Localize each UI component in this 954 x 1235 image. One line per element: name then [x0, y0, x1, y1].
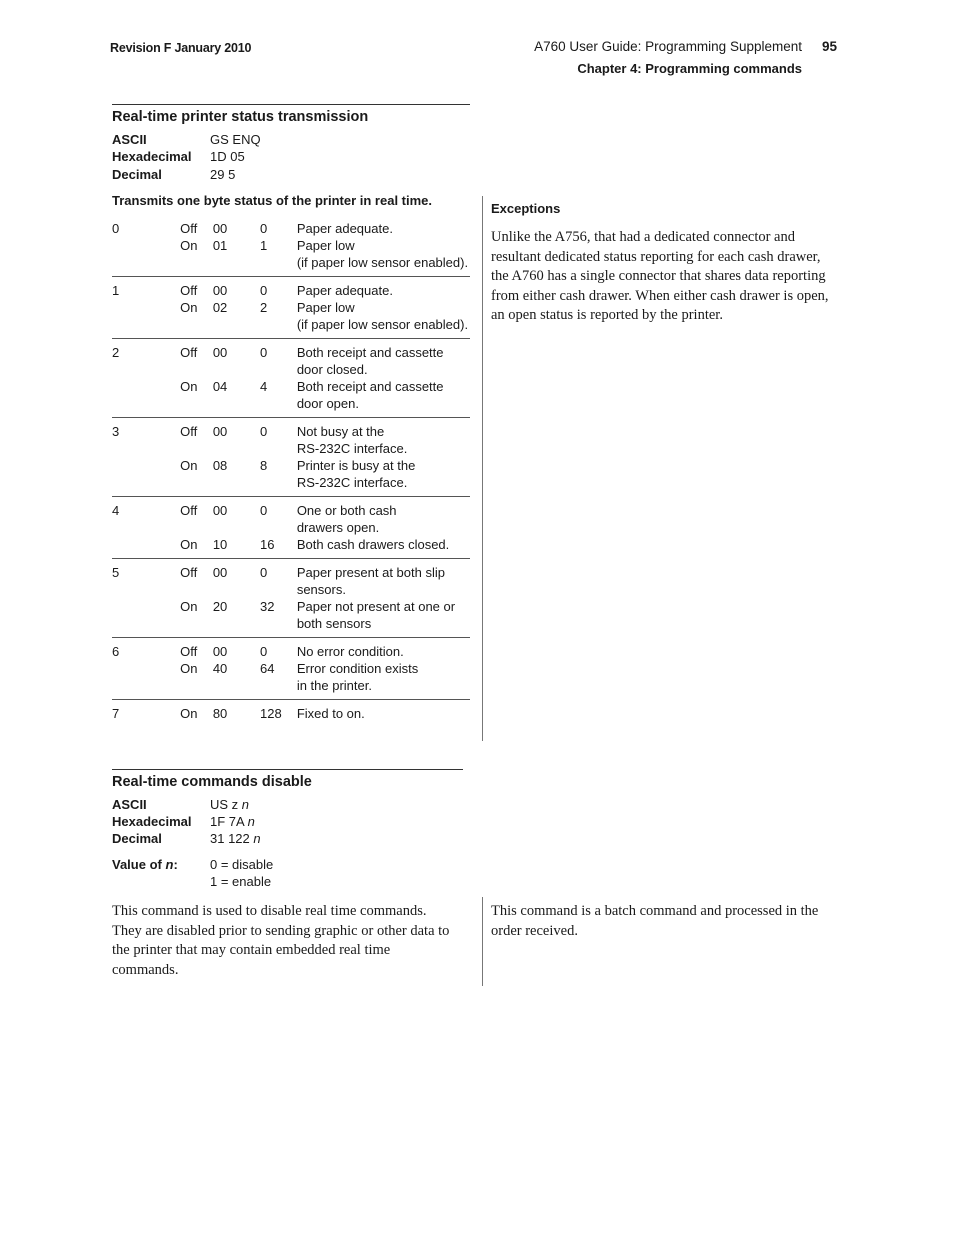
- hex-value-cell: 40: [213, 660, 260, 700]
- hex-value-cell: 20: [213, 598, 260, 638]
- table-row: [112, 638, 470, 661]
- decimal-value-cell: 0: [260, 345, 268, 360]
- bit-function: Off: [180, 424, 198, 439]
- hex-label: Hexadecimal: [112, 814, 192, 829]
- value-option-disable: 0 = disable: [210, 857, 274, 872]
- status-bits-table: [112, 215, 470, 727]
- bit-function: Off: [180, 644, 198, 659]
- hex-label: Hexadecimal: [112, 149, 192, 164]
- command-description: This command is used to disable real time commands. They are disabled prior to sending graphic or other data to the printer that may contain embedded real time commands.: [112, 903, 450, 978]
- decimal-label: Decimal: [112, 167, 162, 182]
- hex-value-cell: 00: [212, 565, 228, 580]
- bit-function: On: [180, 536, 213, 559]
- bit-function: On: [180, 299, 213, 339]
- status-description: Paper adequate.: [296, 283, 393, 298]
- bit-number: [112, 237, 180, 277]
- revision-label: Revision F January 2010: [110, 41, 252, 55]
- decimal-value-cell: 0: [260, 221, 268, 236]
- column-separator: [482, 897, 483, 986]
- bit-number: [112, 598, 180, 638]
- status-description: Paper low (if paper low sensor enabled).: [297, 237, 470, 277]
- ascii-label: ASCII: [112, 797, 147, 812]
- bit-number: 2: [112, 345, 120, 360]
- status-description: Paper low (if paper low sensor enabled).: [297, 299, 470, 339]
- decimal-value-cell: 64: [260, 660, 297, 700]
- value-of-n-label: Value of n:: [112, 857, 178, 872]
- table-row: [112, 559, 470, 599]
- decimal-value-cell: 128: [260, 706, 282, 721]
- bit-number: 0: [112, 221, 120, 236]
- status-description: Paper adequate.: [296, 221, 393, 236]
- hex-value-cell: 80: [212, 706, 228, 721]
- status-description: Error condition exists in the printer.: [297, 660, 470, 700]
- decimal-value-cell: 2: [260, 299, 297, 339]
- bit-function: On: [180, 457, 213, 497]
- table-row: [112, 299, 470, 339]
- hex-value-cell: 00: [212, 345, 228, 360]
- bit-number: 1: [112, 283, 120, 298]
- hex-value: 1F 7A n: [210, 814, 255, 829]
- decimal-value: 31 122 n: [210, 831, 261, 846]
- page-number: 95: [822, 39, 838, 54]
- hex-value-cell: 01: [213, 237, 260, 277]
- hex-value-cell: 00: [212, 283, 228, 298]
- decimal-value-cell: 16: [260, 536, 297, 559]
- hex-value-cell: 00: [212, 424, 228, 439]
- table-row: [112, 598, 470, 638]
- bit-function: On: [180, 598, 213, 638]
- status-description: Both cash drawers closed.: [297, 536, 470, 559]
- bit-function: Off: [180, 221, 198, 236]
- status-description: Fixed to on.: [296, 706, 365, 721]
- bit-number: [112, 299, 180, 339]
- bit-function: On: [180, 660, 213, 700]
- table-row: [112, 536, 470, 559]
- decimal-value-cell: 0: [260, 503, 268, 518]
- section-divider: [112, 769, 463, 770]
- decimal-value-cell: 1: [260, 237, 297, 277]
- hex-value: 1D 05: [210, 149, 245, 164]
- table-row: [112, 418, 470, 458]
- hex-value-cell: 00: [212, 503, 228, 518]
- decimal-label: Decimal: [112, 831, 162, 846]
- bit-number: 4: [112, 503, 120, 518]
- table-row: [112, 215, 470, 237]
- ascii-value: GS ENQ: [210, 132, 261, 147]
- table-row: [112, 660, 470, 700]
- decimal-value-cell: 0: [260, 424, 268, 439]
- table-row: [112, 457, 470, 497]
- bit-function: On: [180, 378, 213, 418]
- bit-function: Off: [180, 503, 198, 518]
- value-option-enable: 1 = enable: [210, 874, 272, 889]
- status-description: Both receipt and cassette door closed.: [296, 345, 444, 377]
- section-title-commands-disable: Real-time commands disable: [112, 774, 312, 790]
- status-description: Both receipt and cassette door open.: [297, 378, 470, 418]
- bit-number: [112, 378, 180, 418]
- decimal-value-cell: 8: [260, 457, 297, 497]
- status-description: No error condition.: [296, 644, 404, 659]
- decimal-value: 29 5: [210, 167, 236, 182]
- bit-number: 3: [112, 424, 120, 439]
- bit-number: 5: [112, 565, 120, 580]
- status-description: One or both cash drawers open.: [296, 503, 397, 535]
- hex-value-cell: 02: [213, 299, 260, 339]
- exceptions-text: Unlike the A756, that had a dedicated connector and resultant dedicated status reporting for each cash drawer, the A760 has a single connector that shares data reporting from either cash drawer. When either cash drawer is open, an open status is reported by the printer.: [491, 229, 829, 324]
- bit-number: [112, 457, 180, 497]
- table-row: [112, 277, 470, 300]
- bit-function: On: [180, 237, 213, 277]
- bit-number: 7: [112, 706, 120, 721]
- status-description: Printer is busy at the RS-232C interface.: [297, 457, 470, 497]
- decimal-value-cell: 4: [260, 378, 297, 418]
- bit-function: On: [180, 706, 198, 721]
- table-row: [112, 339, 470, 379]
- status-summary: Transmits one byte status of the printer in real time.: [112, 193, 433, 208]
- hex-value-cell: 00: [212, 644, 228, 659]
- batch-command-note: This command is a batch command and processed in the order received.: [491, 903, 819, 939]
- decimal-value-cell: 0: [260, 283, 268, 298]
- exceptions-heading: Exceptions: [491, 201, 561, 216]
- bit-number: [112, 536, 180, 559]
- status-description: Paper not present at one or both sensors: [297, 598, 470, 638]
- table-row: [112, 237, 470, 277]
- ascii-label: ASCII: [112, 132, 147, 147]
- bit-number: 6: [112, 644, 120, 659]
- status-description: Not busy at the RS-232C interface.: [296, 424, 408, 456]
- ascii-value: US z n: [210, 797, 250, 812]
- section-divider: [112, 104, 470, 105]
- chapter-title: Chapter 4: Programming commands: [577, 61, 802, 76]
- table-row: [112, 700, 470, 728]
- decimal-value-cell: 0: [260, 565, 268, 580]
- decimal-value-cell: 32: [260, 598, 297, 638]
- decimal-value-cell: 0: [260, 644, 268, 659]
- hex-value-cell: 10: [213, 536, 260, 559]
- section-title-status-transmission: Real-time printer status transmission: [112, 109, 369, 125]
- bit-function: Off: [180, 565, 198, 580]
- bit-function: Off: [180, 283, 198, 298]
- bit-function: Off: [180, 345, 198, 360]
- column-separator: [482, 196, 483, 741]
- hex-value-cell: 08: [213, 457, 260, 497]
- hex-value-cell: 00: [212, 221, 228, 236]
- status-description: Paper present at both slip sensors.: [296, 565, 445, 597]
- table-row: [112, 378, 470, 418]
- bit-number: [112, 660, 180, 700]
- document-title: A760 User Guide: Programming Supplement: [534, 39, 802, 54]
- table-row: [112, 497, 470, 537]
- hex-value-cell: 04: [213, 378, 260, 418]
